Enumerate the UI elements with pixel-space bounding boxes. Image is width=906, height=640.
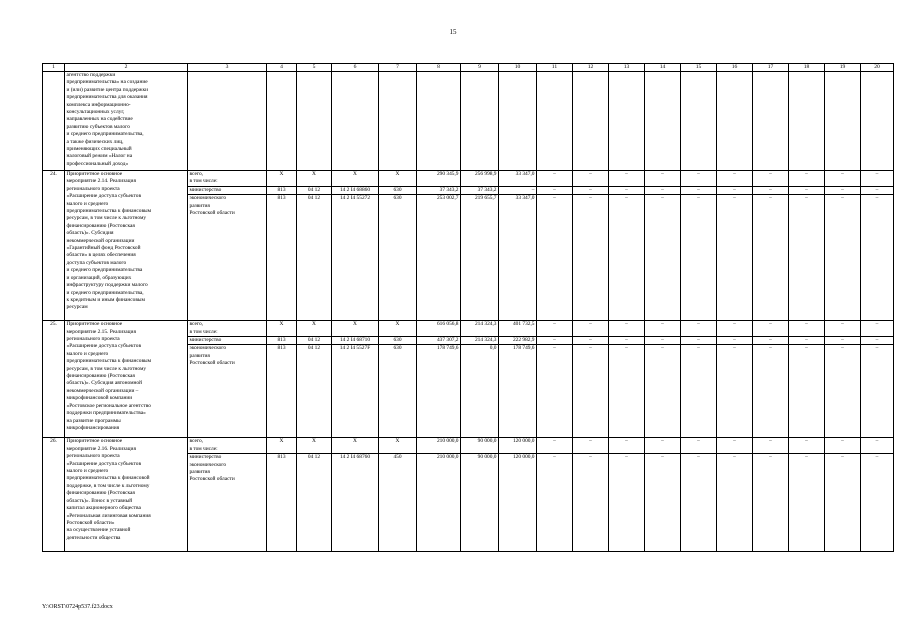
year-2019-cell: 90 000,0 (461, 438, 499, 454)
vr-cell: Х (379, 321, 417, 337)
column-number-19: 19 (825, 64, 861, 72)
year-cell-11: – (537, 454, 573, 552)
continuation-row (43, 72, 894, 171)
executor-cell: экономического развития Ростовской области (188, 195, 267, 321)
executor-cell: министерство (188, 186, 267, 194)
column-number-1: 1 (43, 64, 65, 72)
csr-cell: 14 2 I4 68860 (332, 186, 379, 194)
total-cell: 210 000,0 (417, 438, 461, 454)
csr-cell: Х (332, 438, 379, 454)
total-cell: 253 002,7 (417, 195, 461, 321)
year-cell-13: – (609, 454, 645, 552)
year-cell-15: – (681, 337, 717, 345)
year-cell-12: – (573, 345, 609, 438)
year-2020-cell: 120 000,0 (499, 454, 537, 552)
year-cell-17: – (753, 171, 789, 187)
year-cell-17: – (753, 454, 789, 552)
year-cell-13: – (609, 321, 645, 337)
vr-cell: 450 (379, 454, 417, 552)
year-2019-cell: 256 998,9 (461, 171, 499, 187)
year-cell-12: – (573, 321, 609, 337)
year-cell-20: – (861, 454, 894, 552)
column-number-2: 2 (65, 64, 188, 72)
year-cell-19: – (825, 454, 861, 552)
grbs-cell: Х (267, 171, 297, 187)
year-cell-12: – (573, 171, 609, 187)
executor-cell: экономического развития Ростовской области (188, 345, 267, 438)
item-name: Приоритетное основное мероприятие 2.14. Реализация регионального проекта «Расширение доступа субъектов малого и среднего предпринимательства к финансовым ресурсам, в том числе к льготному финансированию (Ростовская область)». Субсидия некоммерческой организации «Гарантийный фонд Ростовской области» в целях обеспечения доступа субъектов малого и среднего предпринимательства и организаций, образующих инфраструктуру поддержки малого и среднего предпринимательства, к кредитным и иным финансовым ресурсам (65, 171, 188, 321)
year-cell-16: – (717, 195, 753, 321)
vr-cell: Х (379, 171, 417, 187)
grbs-cell: 813 (267, 186, 297, 194)
year-2019-cell: 90 000,0 (461, 454, 499, 552)
year-cell-18: – (789, 438, 825, 454)
total-cell: 437 307,2 (417, 337, 461, 345)
year-cell-20: – (861, 195, 894, 321)
year-cell-19: – (825, 186, 861, 194)
year-cell-19: – (825, 195, 861, 321)
year-cell-17: – (753, 195, 789, 321)
vr-cell: 630 (379, 195, 417, 321)
year-cell-13: – (609, 195, 645, 321)
vr-cell: 630 (379, 337, 417, 345)
year-cell-11: – (537, 438, 573, 454)
item-name: Приоритетное основное мероприятие 2.15. Реализация регионального проекта «Расширение доступа субъектов малого и среднего предпринимательства к финансовым ресурсам, в том числе к льготному финансированию (Ростовская область)». Субсидия автономной некоммерческой организации – микрофинансовой компании «Ростовское региональное агентство поддержки предпринимательства» на развитие программы микрофинансирования (65, 321, 188, 438)
year-cell-11: – (537, 171, 573, 187)
year-cell-13: – (609, 438, 645, 454)
year-2020-cell: 120 000,0 (499, 438, 537, 454)
csr-cell: 14 2 I4 55272 (332, 195, 379, 321)
continuation-text: агентство поддержки предпринимательства» на создание и (или) развитие центра поддержки предпринимательства для оказания комплекса информационно- консультационных услуг, направленных на содействие развитию субъектов малого и среднего предпринимательства, а также физических лиц, применяющих специальный налоговый режим «Налог на профессиональный доход» (65, 72, 188, 171)
table-row (43, 438, 894, 454)
year-cell-20: – (861, 337, 894, 345)
year-2020-cell: 222 982,9 (499, 337, 537, 345)
year-cell-16: – (717, 454, 753, 552)
year-cell-18: – (789, 345, 825, 438)
year-cell-12: – (573, 337, 609, 345)
column-number-11: 11 (537, 64, 573, 72)
year-cell-19: – (825, 337, 861, 345)
column-number-3: 3 (188, 64, 267, 72)
year-2019-cell: 0,0 (461, 345, 499, 438)
year-cell-18: – (789, 195, 825, 321)
column-number-7: 7 (379, 64, 417, 72)
year-2020-cell: 33 347,0 (499, 195, 537, 321)
year-cell-18: – (789, 337, 825, 345)
column-number-14: 14 (645, 64, 681, 72)
year-2019-cell: 214 324,3 (461, 337, 499, 345)
year-cell-14: – (645, 171, 681, 187)
year-2019-cell: 37 343,2 (461, 186, 499, 194)
rzpr-cell: 04 12 (297, 345, 332, 438)
year-cell-15: – (681, 345, 717, 438)
year-2020-cell: 401 732,5 (499, 321, 537, 337)
column-number-18: 18 (789, 64, 825, 72)
year-cell-16: – (717, 438, 753, 454)
column-number-20: 20 (861, 64, 894, 72)
item-number: 25. (43, 321, 65, 438)
year-cell-14: – (645, 454, 681, 552)
column-number-12: 12 (573, 64, 609, 72)
budget-table (42, 63, 894, 552)
year-cell-11: – (537, 337, 573, 345)
grbs-cell: 813 (267, 337, 297, 345)
total-cell: 37 343,2 (417, 186, 461, 194)
year-cell-20: – (861, 186, 894, 194)
table-row (43, 321, 894, 337)
rzpr-cell: Х (297, 321, 332, 337)
year-cell-18: – (789, 321, 825, 337)
total-cell: 616 056,8 (417, 321, 461, 337)
column-number-13: 13 (609, 64, 645, 72)
executor-cell: министерство экономического развития Ростовской области (188, 454, 267, 552)
year-cell-12: – (573, 195, 609, 321)
column-number-4: 4 (267, 64, 297, 72)
year-cell-17: – (753, 345, 789, 438)
year-cell-20: – (861, 321, 894, 337)
executor-cell: всего, в том числе: (188, 321, 267, 337)
year-cell-20: – (861, 345, 894, 438)
year-cell-17: – (753, 186, 789, 194)
year-cell-15: – (681, 195, 717, 321)
year-cell-13: – (609, 186, 645, 194)
year-cell-20: – (861, 171, 894, 187)
grbs-cell: 813 (267, 454, 297, 552)
rzpr-cell: 04 12 (297, 195, 332, 321)
continuation-num-cell (43, 72, 65, 171)
year-cell-18: – (789, 186, 825, 194)
year-cell-12: – (573, 454, 609, 552)
column-number-10: 10 (499, 64, 537, 72)
table-body (43, 64, 894, 552)
csr-cell: 14 2 I4 68710 (332, 337, 379, 345)
grbs-cell: Х (267, 438, 297, 454)
year-cell-11: – (537, 321, 573, 337)
year-cell-16: – (717, 321, 753, 337)
executor-cell: министерство (188, 337, 267, 345)
total-cell: 290 345,9 (417, 171, 461, 187)
column-number-15: 15 (681, 64, 717, 72)
year-cell-15: – (681, 454, 717, 552)
rzpr-cell: Х (297, 171, 332, 187)
year-cell-14: – (645, 195, 681, 321)
page-number: 15 (449, 28, 457, 36)
year-2019-cell: 214 324,3 (461, 321, 499, 337)
year-cell-11: – (537, 195, 573, 321)
csr-cell: Х (332, 321, 379, 337)
rzpr-cell: 04 12 (297, 186, 332, 194)
column-number-9: 9 (461, 64, 499, 72)
year-cell-17: – (753, 438, 789, 454)
year-cell-16: – (717, 345, 753, 438)
year-cell-11: – (537, 186, 573, 194)
year-cell-12: – (573, 438, 609, 454)
vr-cell: Х (379, 438, 417, 454)
year-cell-14: – (645, 186, 681, 194)
rzpr-cell: 04 12 (297, 337, 332, 345)
year-cell-18: – (789, 454, 825, 552)
total-cell: 210 000,0 (417, 454, 461, 552)
column-number-row (43, 64, 894, 72)
rzpr-cell: 04 12 (297, 454, 332, 552)
csr-cell: 14 2 I4 68760 (332, 454, 379, 552)
year-2020-cell: – (499, 186, 537, 194)
year-2019-cell: 219 655,7 (461, 195, 499, 321)
year-cell-19: – (825, 438, 861, 454)
year-cell-16: – (717, 186, 753, 194)
year-cell-19: – (825, 171, 861, 187)
year-cell-14: – (645, 438, 681, 454)
grbs-cell: 813 (267, 345, 297, 438)
item-number: 24. (43, 171, 65, 321)
grbs-cell: Х (267, 321, 297, 337)
year-cell-12: – (573, 186, 609, 194)
year-cell-20: – (861, 438, 894, 454)
year-cell-17: – (753, 321, 789, 337)
column-number-5: 5 (297, 64, 332, 72)
year-cell-18: – (789, 171, 825, 187)
column-number-16: 16 (717, 64, 753, 72)
year-cell-13: – (609, 337, 645, 345)
year-2020-cell: 33 347,0 (499, 171, 537, 187)
column-number-17: 17 (753, 64, 789, 72)
year-cell-15: – (681, 186, 717, 194)
year-cell-11: – (537, 345, 573, 438)
executor-cell: всего, в том числе: (188, 438, 267, 454)
csr-cell: Х (332, 171, 379, 187)
item-number: 26. (43, 438, 65, 552)
year-cell-16: – (717, 171, 753, 187)
year-cell-19: – (825, 321, 861, 337)
total-cell: 178 749,6 (417, 345, 461, 438)
csr-cell: 14 2 I4 5527F (332, 345, 379, 438)
year-cell-16: – (717, 337, 753, 345)
grbs-cell: 813 (267, 195, 297, 321)
column-number-6: 6 (332, 64, 379, 72)
year-2020-cell: 178 749,6 (499, 345, 537, 438)
rzpr-cell: Х (297, 438, 332, 454)
year-cell-17: – (753, 337, 789, 345)
vr-cell: 630 (379, 186, 417, 194)
year-cell-15: – (681, 438, 717, 454)
year-cell-13: – (609, 345, 645, 438)
year-cell-14: – (645, 321, 681, 337)
year-cell-14: – (645, 337, 681, 345)
table-row (43, 171, 894, 187)
footer-file-path: Y:\ORST\0724p537.f23.docx (42, 604, 113, 610)
executor-cell: всего, в том числе: (188, 171, 267, 187)
year-cell-15: – (681, 171, 717, 187)
item-name: Приоритетное основное мероприятие 2.16. Реализация регионального проекта «Расширение доступа субъектов малого и среднего предпринимательства к финансовой поддержке, в том числе к льготному финансированию (Ростовская область)». Взнос в уставный капитал акционерного общества «Региональная лизинговая компания Ростовской области» на осуществление уставной деятельности общества (65, 438, 188, 552)
year-cell-19: – (825, 345, 861, 438)
vr-cell: 630 (379, 345, 417, 438)
year-cell-14: – (645, 345, 681, 438)
year-cell-13: – (609, 171, 645, 187)
column-number-8: 8 (417, 64, 461, 72)
year-cell-15: – (681, 321, 717, 337)
